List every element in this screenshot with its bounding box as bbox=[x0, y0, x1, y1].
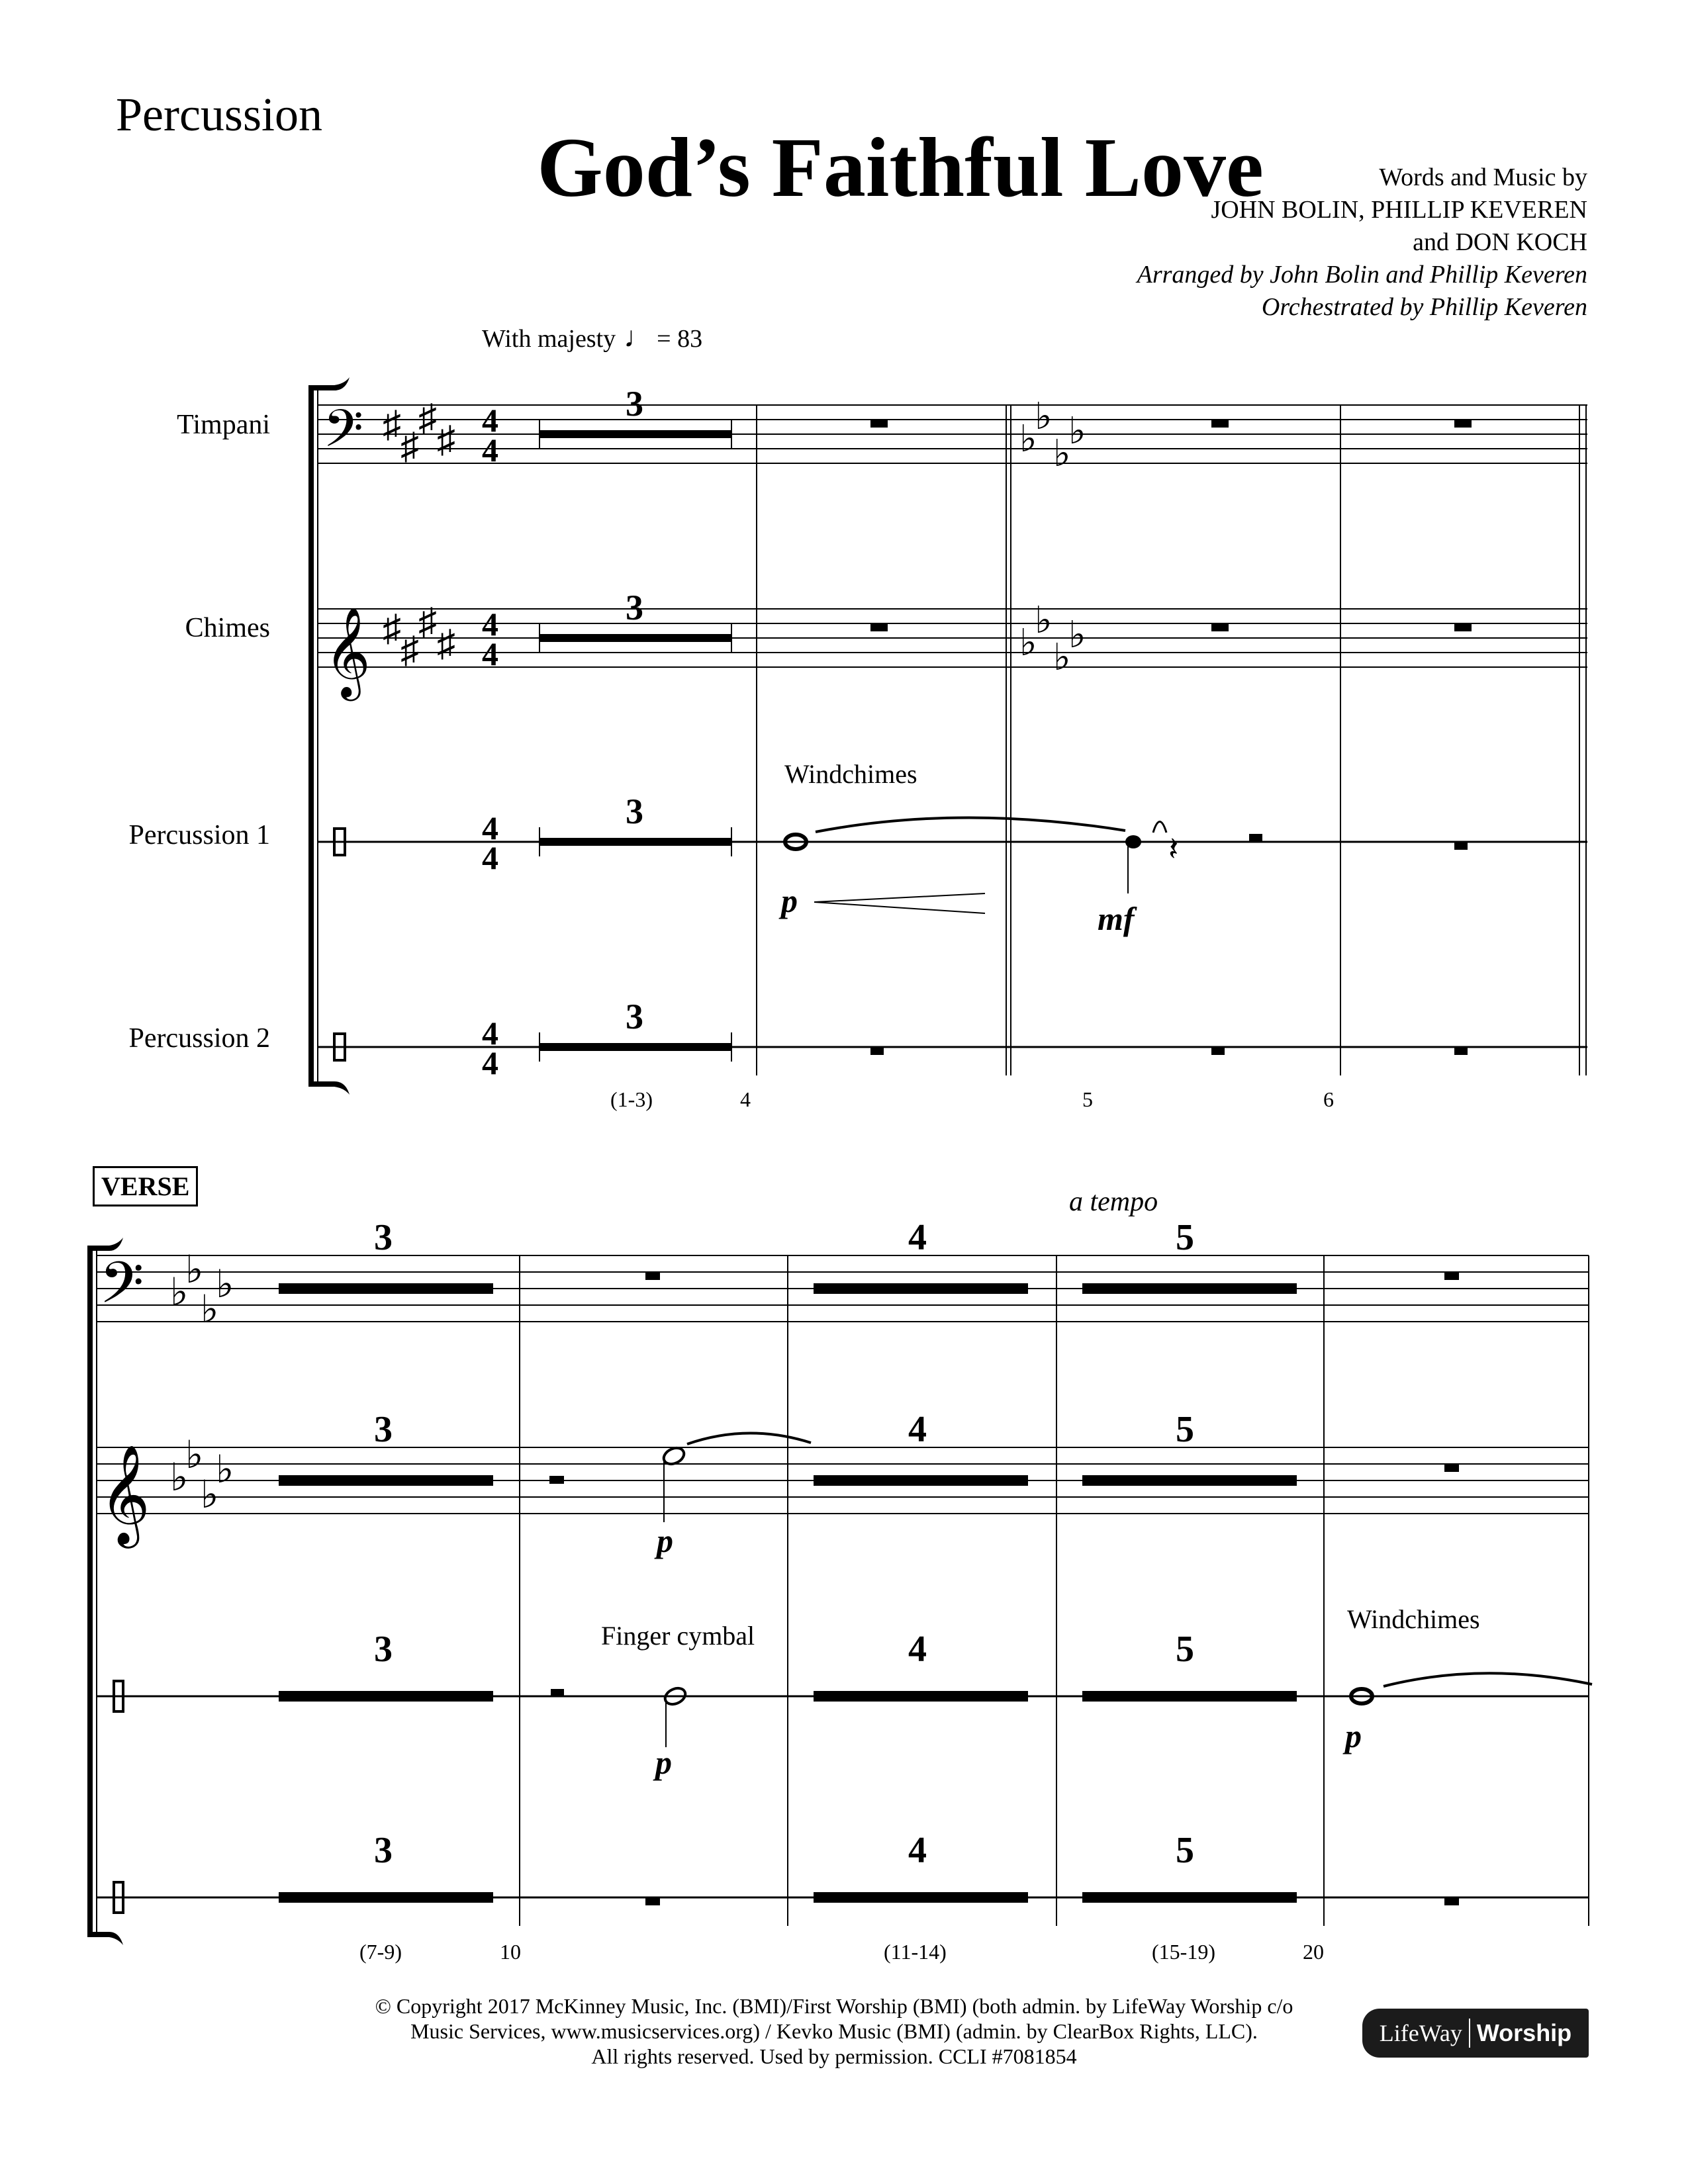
multirest-count bbox=[374, 1218, 1194, 1871]
copyright-line: All rights reserved. Used by permission. CCLI #7081854 bbox=[591, 2044, 1077, 2068]
barlines bbox=[520, 1255, 1589, 1926]
logo-lifeway: LifeWay bbox=[1379, 2020, 1462, 2046]
treble-clef-icon: 𝄞 bbox=[99, 1447, 150, 1543]
instrument-label-percussion-1: Percussion 1 bbox=[128, 820, 270, 850]
svg-text:♭: ♭ bbox=[1035, 396, 1053, 437]
svg-text:♯: ♯ bbox=[437, 623, 455, 664]
svg-text:(1-3): (1-3) bbox=[610, 1087, 653, 1111]
rehearsal-mark-verse: VERSE bbox=[93, 1166, 198, 1206]
half-rest bbox=[549, 1476, 564, 1484]
svg-text:4: 4 bbox=[908, 1409, 927, 1450]
svg-text:𝄽: 𝄽 bbox=[1168, 831, 1179, 868]
key-signature-sharps bbox=[383, 398, 455, 671]
copyright-line: © Copyright 2017 McKinney Music, Inc. (BMI)/First Worship (BMI) (both admin. by LifeWay Worship c/o bbox=[375, 1994, 1293, 2018]
svg-text:4: 4 bbox=[482, 606, 498, 643]
staff-timpani bbox=[318, 405, 1587, 463]
svg-text:20: 20 bbox=[1303, 1940, 1324, 1964]
logo-divider bbox=[1469, 2019, 1470, 2048]
bass-clef-icon: 𝄢 bbox=[323, 400, 364, 471]
svg-text:♭: ♭ bbox=[170, 1271, 189, 1314]
svg-text:♭: ♭ bbox=[1019, 623, 1037, 664]
dynamic-marking: p bbox=[781, 882, 798, 919]
svg-text:6: 6 bbox=[1323, 1087, 1334, 1111]
half-rest bbox=[551, 1689, 564, 1697]
dynamic-marking: p bbox=[1345, 1717, 1362, 1754]
svg-text:4: 4 bbox=[482, 809, 498, 846]
svg-text:3: 3 bbox=[374, 1629, 393, 1670]
whole-rests bbox=[645, 1272, 1459, 1905]
svg-text:3: 3 bbox=[374, 1830, 393, 1871]
svg-text:4: 4 bbox=[908, 1629, 927, 1670]
svg-text:♭: ♭ bbox=[201, 1288, 219, 1331]
svg-text:♭: ♭ bbox=[1053, 637, 1071, 678]
svg-text:♭: ♭ bbox=[185, 1433, 204, 1477]
svg-text:♭: ♭ bbox=[216, 1263, 234, 1306]
svg-text:♭: ♭ bbox=[1068, 411, 1086, 452]
tempo-text: With majesty bbox=[482, 325, 616, 353]
svg-text:♯: ♯ bbox=[437, 420, 455, 461]
svg-text:3: 3 bbox=[374, 1218, 393, 1258]
svg-text:♯: ♯ bbox=[383, 404, 401, 445]
credits-line: Words and Music by bbox=[1379, 163, 1587, 191]
svg-text:(11-14): (11-14) bbox=[884, 1940, 947, 1964]
svg-text:4: 4 bbox=[482, 432, 498, 469]
svg-text:4: 4 bbox=[482, 839, 498, 876]
staff-chimes bbox=[318, 609, 1587, 667]
instrument-label-percussion-2: Percussion 2 bbox=[128, 1023, 270, 1054]
svg-text:♯: ♯ bbox=[400, 630, 419, 671]
svg-text:♭: ♭ bbox=[216, 1448, 234, 1491]
percussion-1-notes bbox=[785, 817, 1178, 913]
key-signature-flats bbox=[170, 1248, 234, 1516]
multirest bbox=[539, 420, 731, 1062]
barlines bbox=[757, 405, 1586, 1075]
time-signature bbox=[482, 402, 498, 1081]
instrument-change-label: Windchimes bbox=[1347, 1604, 1480, 1634]
multirest-count bbox=[626, 384, 643, 1036]
whole-rests bbox=[870, 420, 1472, 1055]
measure-numbers bbox=[359, 1940, 1324, 1964]
svg-text:5: 5 bbox=[1176, 1629, 1194, 1670]
svg-text:4: 4 bbox=[908, 1218, 927, 1258]
song-title: God’s Faithful Love bbox=[537, 120, 1264, 214]
svg-text:3: 3 bbox=[626, 384, 643, 424]
svg-text:(15-19): (15-19) bbox=[1152, 1940, 1215, 1964]
svg-text:3: 3 bbox=[626, 792, 643, 831]
svg-text:♭: ♭ bbox=[170, 1456, 189, 1499]
tie bbox=[687, 1433, 811, 1444]
logo-worship: Worship bbox=[1476, 2019, 1572, 2046]
svg-text:♯: ♯ bbox=[418, 602, 437, 643]
key-signature-flats bbox=[1019, 396, 1086, 678]
svg-text:♭: ♭ bbox=[1035, 600, 1053, 641]
composers: JOHN BOLIN, PHILLIP KEVEREN bbox=[1211, 196, 1587, 224]
svg-text:3: 3 bbox=[374, 1409, 393, 1450]
svg-text:5: 5 bbox=[1176, 1830, 1194, 1871]
svg-text:4: 4 bbox=[482, 635, 498, 672]
instrument-label-timpani: Timpani bbox=[177, 410, 270, 440]
instrument-change-label: Windchimes bbox=[784, 759, 917, 789]
svg-text:♯: ♯ bbox=[418, 398, 437, 439]
svg-text:4: 4 bbox=[740, 1087, 751, 1111]
copyright-line: Music Services, www.musicservices.org) / Kevko Music (BMI) (admin. by ClearBox Rights, LLC). bbox=[410, 2019, 1258, 2043]
svg-text:5: 5 bbox=[1176, 1409, 1194, 1450]
dynamic-marking: p bbox=[655, 1744, 672, 1781]
treble-clef-icon: 𝄞 bbox=[324, 609, 371, 696]
system-2-score bbox=[0, 1218, 1688, 1979]
svg-text:5: 5 bbox=[1082, 1087, 1093, 1111]
dynamic-marking: mf bbox=[1098, 900, 1135, 937]
svg-text:♭: ♭ bbox=[185, 1248, 204, 1291]
system-bracket bbox=[87, 1238, 123, 1945]
part-name: Percussion bbox=[116, 88, 322, 141]
svg-text:♯: ♯ bbox=[383, 608, 401, 649]
svg-text:♭: ♭ bbox=[1068, 615, 1086, 656]
bass-clef-icon: 𝄢 bbox=[99, 1251, 144, 1329]
composers-cont: and DON KOCH bbox=[1413, 228, 1587, 256]
quarter-note-icon: ♩ bbox=[624, 321, 653, 353]
svg-text:4: 4 bbox=[482, 1044, 498, 1081]
svg-text:4: 4 bbox=[482, 402, 498, 439]
copyright-notice bbox=[305, 1993, 1364, 2069]
instrument-label-chimes: Chimes bbox=[185, 613, 270, 643]
lifeway-worship-logo bbox=[1362, 2009, 1589, 2058]
svg-text:4: 4 bbox=[482, 1015, 498, 1052]
tempo-bpm: = 83 bbox=[657, 325, 703, 353]
svg-text:♭: ♭ bbox=[1053, 433, 1071, 475]
svg-text:♭: ♭ bbox=[201, 1473, 219, 1516]
tie bbox=[1383, 1673, 1592, 1686]
dynamic-marking: p bbox=[657, 1522, 673, 1559]
svg-text:3: 3 bbox=[626, 588, 643, 627]
svg-text:5: 5 bbox=[1176, 1218, 1194, 1258]
svg-text:3: 3 bbox=[626, 997, 643, 1036]
svg-text:4: 4 bbox=[908, 1830, 927, 1871]
svg-text:♯: ♯ bbox=[400, 426, 419, 467]
svg-text:♭: ♭ bbox=[1019, 419, 1037, 460]
svg-text:10: 10 bbox=[500, 1940, 521, 1964]
arranger: Arranged by John Bolin and Phillip Keveren bbox=[1137, 261, 1587, 289]
measure-numbers bbox=[610, 1087, 1334, 1111]
system-bracket bbox=[308, 377, 350, 1095]
orchestrator: Orchestrated by Phillip Keveren bbox=[1261, 293, 1587, 321]
svg-text:(7-9): (7-9) bbox=[359, 1940, 402, 1964]
tempo-marking-a-tempo: a tempo bbox=[1069, 1187, 1158, 1217]
instrument-change-label: Finger cymbal bbox=[601, 1621, 755, 1651]
